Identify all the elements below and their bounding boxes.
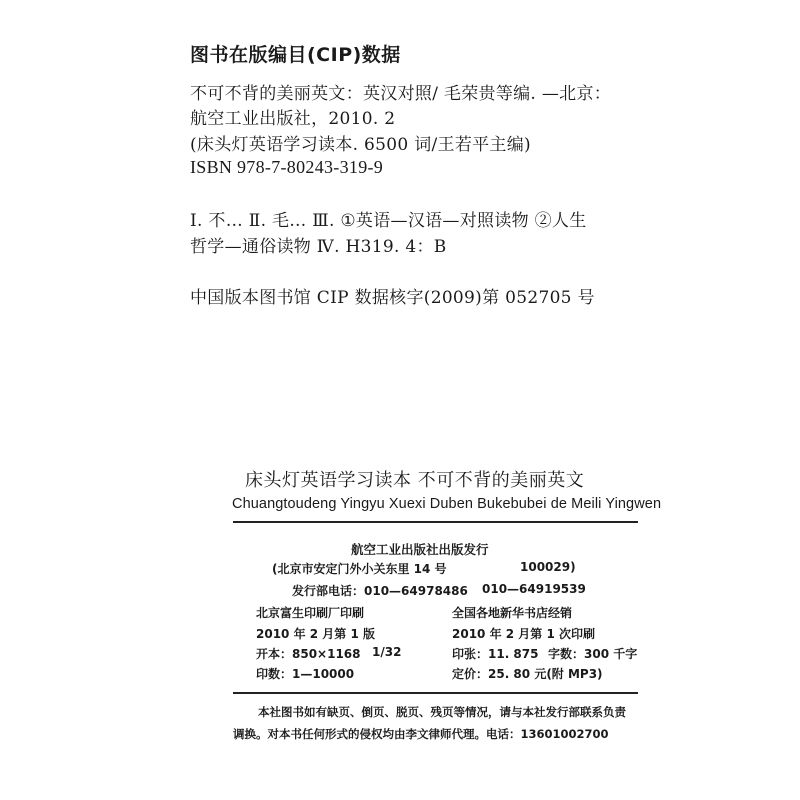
cip-isbn: ISBN 978-7-80243-319-9 [190,157,384,177]
colophon-edition: 2010 年 2 月第 1 版 [256,627,375,641]
colophon-phone-2: 010—64919539 [482,582,586,596]
colophon-series-title: 床头灯英语学习读本 不可不背的美丽英文 [245,470,585,491]
colophon-distributor: 全国各地新华书店经销 [452,606,573,620]
colophon-address: (北京市安定门外小关东里 14 号 [272,562,447,576]
cip-record-number: 中国版本图书馆 CIP 数据核字(2009)第 052705 号 [190,288,595,308]
colophon-postcode: 100029) [520,560,576,574]
colophon-pinyin-title: Chuangtoudeng Yingyu Xuexi Duben Bukebubei de Meili Yingwen [232,496,662,512]
colophon-top-rule [233,521,638,523]
cip-heading: 图书在版编目(CIP)数据 [190,44,401,66]
colophon-format-fraction: 1/32 [372,645,402,659]
cip-series-line: (床头灯英语学习读本. 6500 词/王若平主编) [190,135,531,155]
colophon-notice-line-2: 调换。对本书任何形式的侵权均由李文律师代理。电话：13601002700 [233,727,609,741]
colophon-printer: 北京富生印刷厂印刷 [256,606,365,620]
colophon-bottom-rule [233,692,638,694]
colophon-phone-1: 发行部电话：010—64978486 [292,584,468,598]
colophon-price: 定价：25. 80 元(附 MP3) [452,667,603,681]
colophon-format: 开本：850×1168 [256,647,361,661]
colophon-notice-line-1: 本社图书如有缺页、倒页、脱页、残页等情况，请与本社发行部联系负责 [258,705,626,719]
cip-entry-line-2: 航空工业出版社，2010. 2 [190,109,396,129]
cip-subject-line-2: 哲学—通俗读物 Ⅳ. H319. 4：B [190,237,447,257]
colophon-publisher: 航空工业出版社出版发行 [351,542,489,557]
cip-entry-line-1: 不可不背的美丽英文：英汉对照/ 毛荣贵等编. —北京： [190,84,612,104]
colophon-print-run: 印数：1—10000 [256,667,355,681]
colophon-sheets: 印张：11. 875 [452,647,539,661]
cip-subject-line-1: Ⅰ. 不… Ⅱ. 毛… Ⅲ. ①英语—汉语—对照读物 ②人生 [190,211,587,231]
colophon-printing: 2010 年 2 月第 1 次印刷 [452,627,595,641]
colophon-word-count: 字数：300 千字 [548,647,638,661]
